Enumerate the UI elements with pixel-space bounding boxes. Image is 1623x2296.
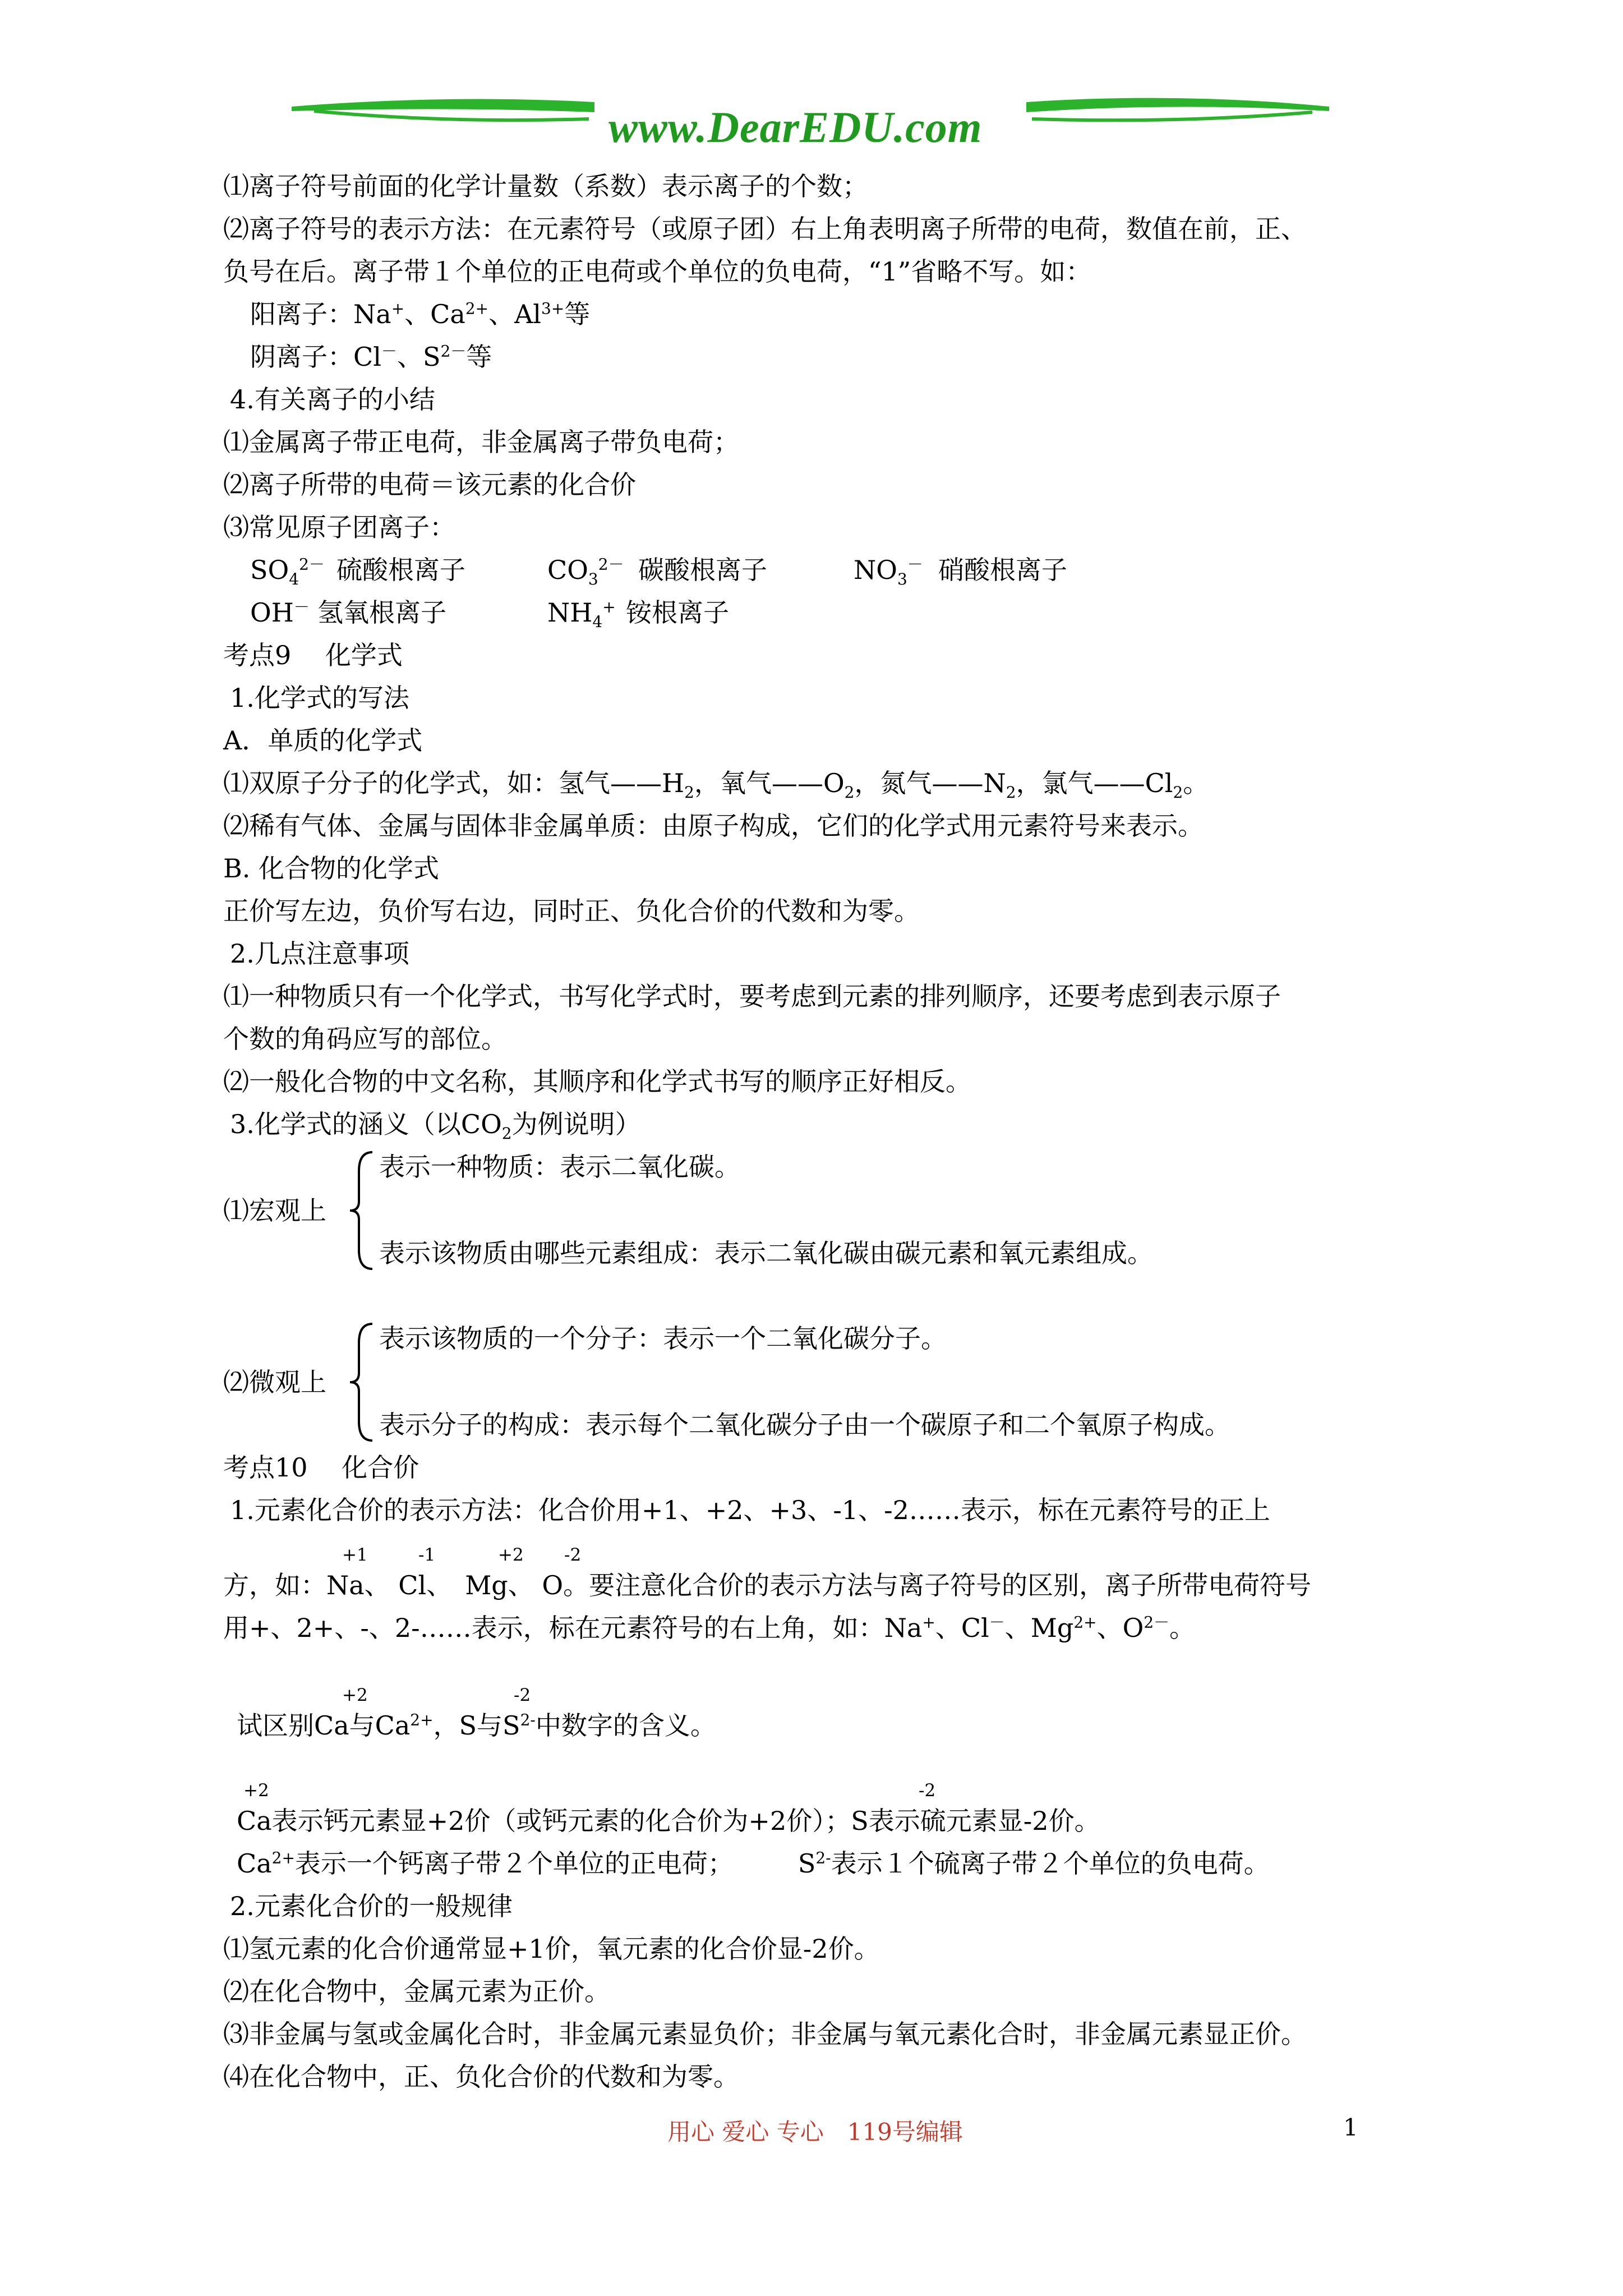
text: 表示一个钙离子带２个单位的正电荷； S [294, 1848, 816, 1879]
text-line: Ca表示钙元素显+2价（或钙元素的化合价为+2价）；S表示硫元素显-2价。 [237, 1806, 1100, 1836]
text: 等 [466, 342, 492, 372]
text-line: ⑶非金属与氢或金属化合时，非金属元素显负价；非金属与氧元素化合时，非金属元素显正价。 [223, 2019, 1307, 2049]
text: NH [547, 597, 593, 628]
site-logo: www.DearEDU.com [608, 103, 983, 151]
text-line: 1.化学式的写法 [230, 683, 409, 713]
sup: － [989, 1613, 1005, 1632]
text-line: ⑵一般化合物的中文名称，其顺序和化学式书写的顺序正好相反。 [223, 1066, 971, 1097]
valence-mark: +1 [342, 1545, 368, 1565]
page-number: 1 [1343, 2114, 1358, 2141]
sup: 2+ [1073, 1613, 1097, 1632]
text-line: ⑵稀有气体、金属与固体非金属单质：由原子构成，它们的化学式用元素符号来表示。 [223, 811, 1204, 841]
valence-mark: -2 [514, 1685, 531, 1705]
sup: 2- [815, 1848, 831, 1867]
text: 、O [1096, 1613, 1144, 1643]
text-line: A．单质的化学式 [223, 725, 423, 756]
sup: 2- [520, 1710, 536, 1729]
sup: + [922, 1613, 935, 1632]
page-header [0, 67, 1623, 157]
text: 、Ca [404, 299, 465, 329]
sup: + [602, 597, 616, 616]
brace-icon [348, 1149, 376, 1272]
sup: + [391, 299, 405, 318]
macro-label: ⑴宏观上 [223, 1195, 326, 1226]
text-line: 方，如：Na、 Cl、 Mg、 O。要注意化合价的表示方法与离子符号的区别，离子所带电荷符号 [223, 1570, 1312, 1600]
text: NO [854, 555, 897, 585]
text: ，氯气——Cl [1016, 768, 1173, 798]
sup: 2+ [465, 299, 489, 318]
ion-name: 硫酸根离子 [336, 555, 465, 585]
text: ，氮气——N [854, 768, 1006, 798]
text: SO [250, 555, 289, 585]
section-heading: 考点10 化合价 [223, 1452, 419, 1483]
ion-charge-examples [223, 1611, 1195, 1645]
sup: 2+ [410, 1710, 434, 1729]
text: 、Mg [1004, 1613, 1074, 1643]
text: 中数字的含义。 [535, 1710, 716, 1741]
valence-mark: +2 [243, 1780, 269, 1801]
text: OH [250, 597, 294, 628]
sub: 2 [501, 1124, 512, 1143]
text-line: 表示该物质的一个分子：表示一个二氧化碳分子。 [379, 1323, 947, 1354]
text: CO [547, 555, 588, 585]
text: ，氧气——O [694, 768, 845, 798]
text-line: ⑴氢元素的化合价通常显+1价，氧元素的化合价显-2价。 [223, 1934, 880, 1964]
text-line: 1.元素化合价的表示方法：化合价用+1、+2、+3、-1、-2……表示，标在元素符号的正上 [230, 1495, 1270, 1525]
ion-nh4 [547, 596, 616, 632]
valence-mark: -2 [919, 1780, 936, 1801]
text-line: 负号在后。离子带１个单位的正电荷或个单位的负电荷，“1”省略不写。如： [223, 256, 1092, 287]
text: 用+、2+、-、2-……表示，标在元素符号的右上角，如：Na [223, 1613, 923, 1643]
ion-name: 碳酸根离子 [638, 555, 767, 585]
sub: 2 [1173, 783, 1183, 802]
sup: 2－ [440, 342, 467, 361]
text: 等 [564, 299, 591, 329]
sup: 3+ [541, 299, 565, 318]
text-line [237, 1847, 1270, 1880]
section-heading: 考点9 化学式 [223, 640, 403, 670]
valence-mark: +2 [498, 1545, 524, 1565]
text-line: ⑷在化合物中，正、负化合价的代数和为零。 [223, 2062, 739, 2092]
sub: 2 [844, 783, 855, 802]
text: 阴离子：Cl [250, 342, 381, 372]
sup: － [293, 597, 310, 616]
ion-name: 铵根离子 [626, 597, 729, 628]
micro-label: ⑵微观上 [223, 1367, 326, 1397]
text: 试区别Ca与Ca [237, 1710, 411, 1741]
sub: 4 [289, 570, 299, 589]
text-line: ⑴金属离子带正电荷，非金属离子带负电荷； [223, 427, 739, 457]
text: 表示１个硫离子带２个单位的负电荷。 [831, 1848, 1270, 1879]
ion-so4 [250, 553, 325, 587]
text: 。 [1183, 768, 1209, 798]
sub: 4 [592, 613, 603, 632]
footer-text: 用心 爱心 专心 119号编辑 [667, 2118, 963, 2146]
text: 。 [1169, 1613, 1196, 1643]
sup: － [381, 342, 397, 361]
text-line: ⑴一种物质只有一个化学式，书写化学式时，要考虑到元素的排列顺序，还要考虑到表示原子 [223, 981, 1281, 1011]
valence-mark: -2 [564, 1545, 582, 1565]
text: 3.化学式的涵义（以CO [230, 1109, 502, 1139]
cation-examples [250, 297, 590, 331]
text: 、Al [488, 299, 541, 329]
text-line: ⑵在化合物中，金属元素为正价。 [223, 1976, 610, 2007]
text-line [230, 1107, 641, 1141]
text-line: 表示分子的构成：表示每个二氧化碳分子由一个碳原子和二个氧原子构成。 [379, 1410, 1230, 1440]
text-line: 表示一种物质：表示二氧化碳。 [379, 1152, 740, 1182]
text: 、Cl [935, 1613, 989, 1643]
brace-icon [348, 1320, 376, 1444]
ion-co3 [547, 553, 624, 587]
ion-name: 氢氧根离子 [317, 597, 446, 628]
diatomic-formulas [223, 766, 1209, 800]
text-line: 2.几点注意事项 [230, 938, 409, 969]
ion-name: 硝酸根离子 [938, 555, 1067, 585]
text: 阳离子：Na [250, 299, 391, 329]
text: ⑴双原子分子的化学式，如：氢气——H [223, 768, 685, 798]
sup: 2+ [271, 1848, 295, 1867]
sup: 2－ [1144, 1613, 1170, 1632]
text-line: 正价写左边，负价写右边，同时正、负化合价的代数和为零。 [223, 896, 920, 926]
text: 、S [396, 342, 441, 372]
text-line: B. 化合物的化学式 [223, 853, 440, 884]
sup: － [907, 555, 923, 574]
text: 为例说明） [511, 1109, 641, 1139]
ion-oh [250, 596, 310, 629]
text-line: 2.元素化合价的一般规律 [230, 1891, 513, 1921]
sub: 2 [684, 783, 694, 802]
sub: 3 [588, 570, 598, 589]
text-line: ⑵离子符号的表示方法：在元素符号（或原子团）右上角表明离子所带的电荷，数值在前，正、 [223, 214, 1307, 244]
text: Ca [237, 1848, 272, 1879]
text-line: ⑶常见原子团离子： [223, 512, 455, 542]
sub: 2 [1006, 783, 1016, 802]
text-line: ⑴离子符号前面的化学计量数（系数）表示离子的个数； [223, 171, 868, 201]
text: ，S与S [433, 1710, 520, 1741]
valence-mark: +2 [342, 1685, 368, 1705]
sup: 2－ [299, 555, 325, 574]
text-line: ⑵离子所带的电荷＝该元素的化合价 [223, 470, 636, 500]
text-line: 表示该物质由哪些元素组成：表示二氧化碳由碳元素和氧元素组成。 [379, 1238, 1153, 1268]
text-line: 个数的角码应写的部位。 [223, 1024, 507, 1054]
anion-examples [250, 340, 492, 374]
sup: 2－ [598, 555, 624, 574]
ion-no3 [854, 553, 923, 587]
text-line [237, 1709, 716, 1742]
sub: 3 [897, 570, 907, 589]
valence-mark: -1 [418, 1545, 436, 1565]
text-line: 4.有关离子的小结 [230, 384, 435, 415]
